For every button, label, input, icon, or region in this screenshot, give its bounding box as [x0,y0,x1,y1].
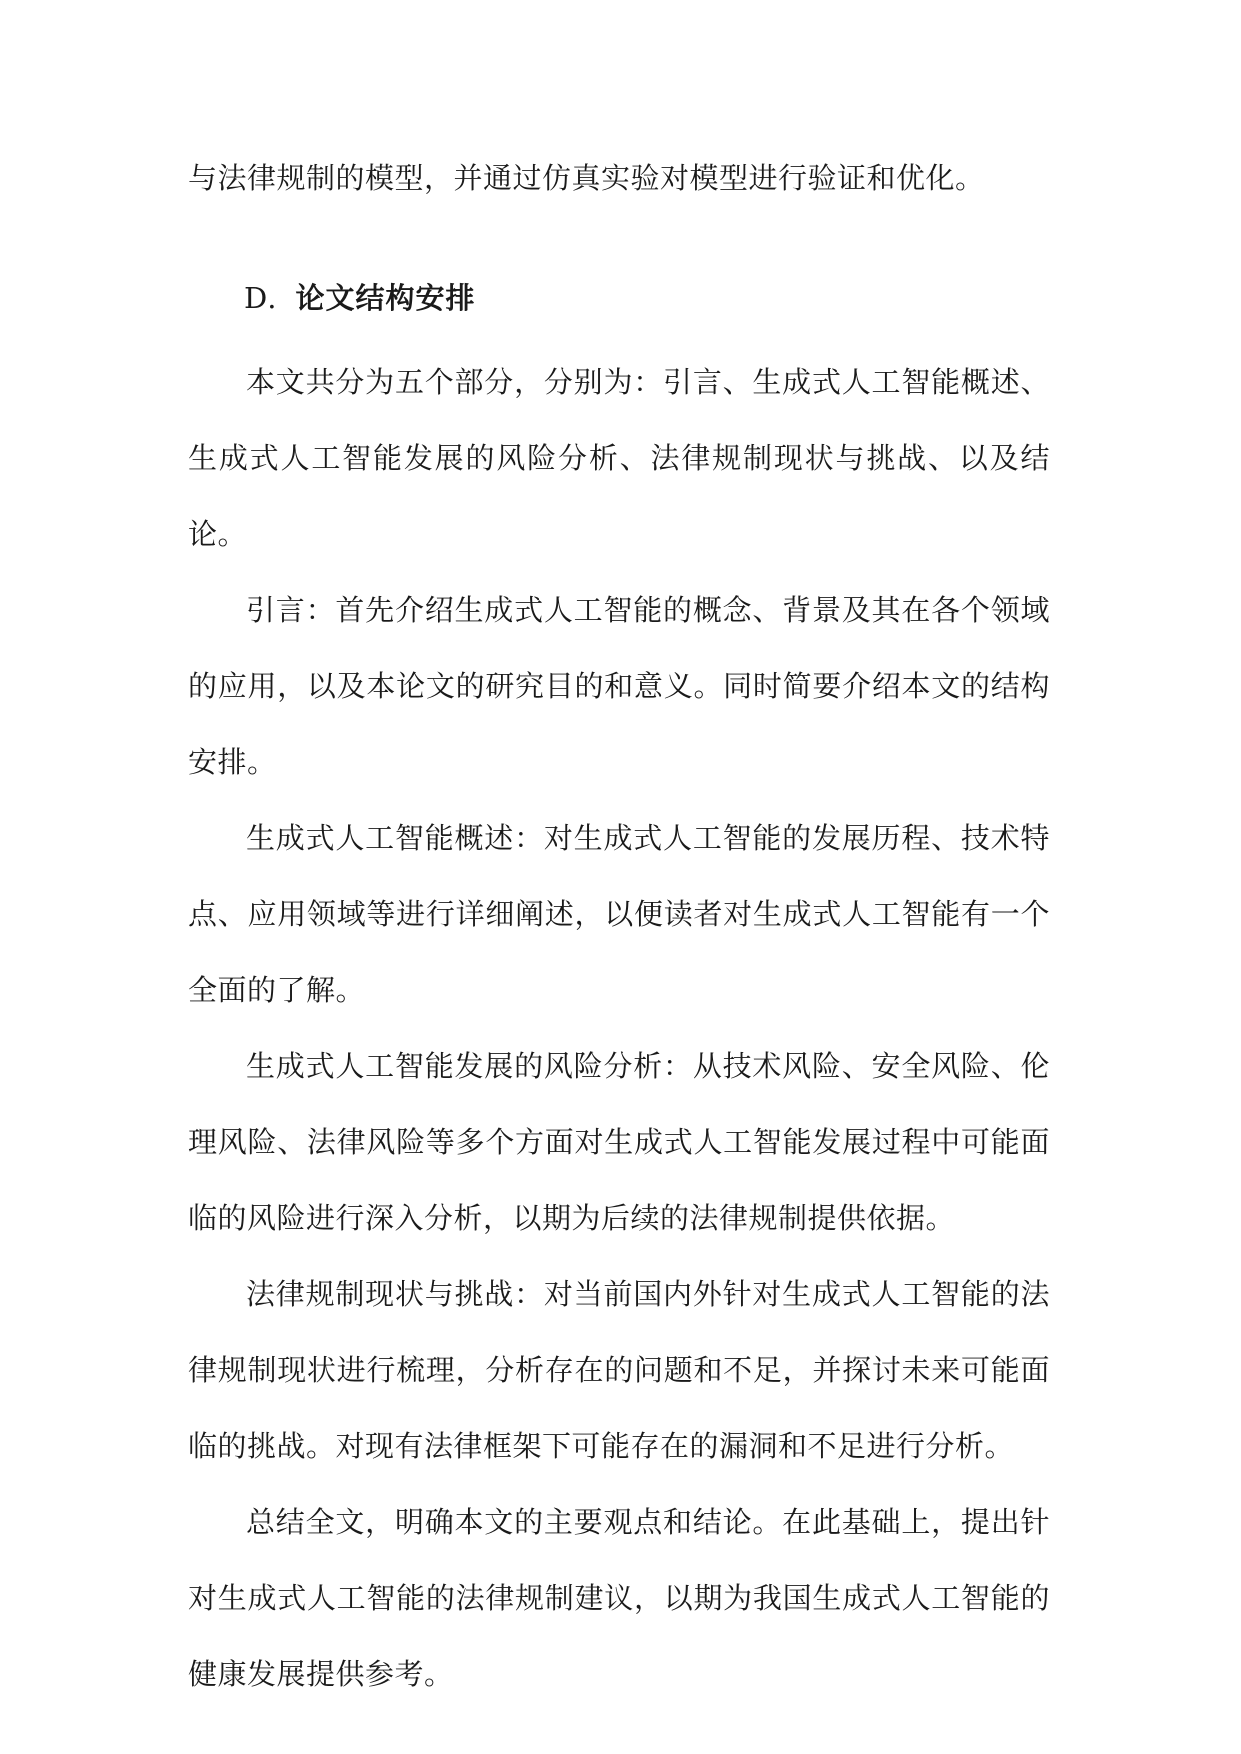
paragraph-overview: 本文共分为五个部分，分别为：引言、生成式人工智能概述、生成式人工智能发展的风险分析、法律规制现状与挑战、以及结论。 [188,365,1050,551]
paragraph-risk-analysis: 生成式人工智能发展的风险分析：从技术风险、安全风险、伦理风险、法律风险等多个方面对生成式人工智能发展过程中可能面临的风险进行深入分析，以期为后续的法律规制提供依据。 [188,1049,1050,1235]
section-title: 论文结构安排 [295,281,476,315]
paragraph-ai-overview: 生成式人工智能概述：对生成式人工智能的发展历程、技术特点、应用领域等进行详细阐述，以便读者对生成式人工智能有一个全面的了解。 [188,821,1050,1007]
section-label: D. [244,281,278,315]
document-body [188,140,1050,1712]
section-heading [188,260,1050,336]
paragraph-legal-status: 法律规制现状与挑战：对当前国内外针对生成式人工智能的法律规制现状进行梳理，分析存在的问题和不足，并探讨未来可能面临的挑战。对现有法律框架下可能存在的漏洞和不足进行分析。 [188,1277,1050,1463]
continuation-paragraph: 与法律规制的模型，并通过仿真实验对模型进行验证和优化。 [188,161,985,195]
paragraph-introduction: 引言：首先介绍生成式人工智能的概念、背景及其在各个领域的应用，以及本论文的研究目的和意义。同时简要介绍本文的结构安排。 [188,593,1050,779]
paragraph-conclusion: 总结全文，明确本文的主要观点和结论。在此基础上，提出针对生成式人工智能的法律规制建议，以期为我国生成式人工智能的健康发展提供参考。 [188,1505,1050,1691]
